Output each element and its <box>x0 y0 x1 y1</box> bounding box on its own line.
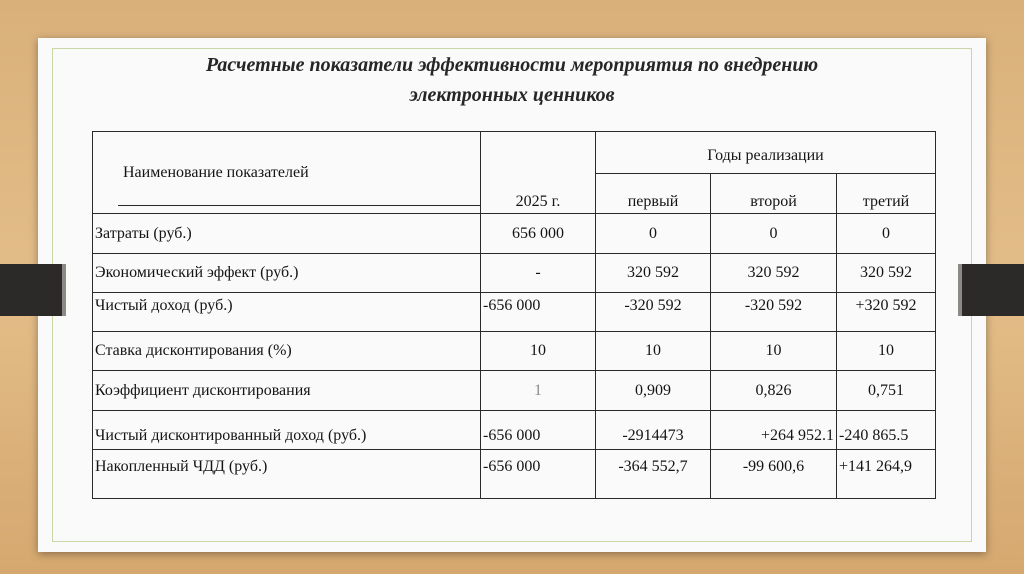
slide-title <box>38 50 986 110</box>
header-col-2025: 2025 г. <box>481 132 596 214</box>
row-label: Затраты (руб.) <box>93 214 481 254</box>
cell: +320 592 <box>837 293 936 332</box>
table-row <box>93 411 936 450</box>
cell: -99 600,6 <box>711 450 837 499</box>
table-row <box>93 293 936 332</box>
header-underline <box>118 205 480 206</box>
table-header-row-1 <box>93 132 936 174</box>
row-label: Чистый доход (руб.) <box>93 293 481 332</box>
table-row <box>93 332 936 371</box>
header-col-third: третий <box>837 174 936 214</box>
cell: +264 952.1 <box>711 411 837 450</box>
header-col-first: первый <box>596 174 711 214</box>
cell: 10 <box>481 332 596 371</box>
cell: 0 <box>596 214 711 254</box>
cell: 10 <box>837 332 936 371</box>
header-col-second: второй <box>711 174 837 214</box>
cell: 320 592 <box>711 254 837 293</box>
cell: 320 592 <box>596 254 711 293</box>
cell: 0,751 <box>837 371 936 411</box>
row-label: Накопленный ЧДД (руб.) <box>93 450 481 499</box>
cell: - <box>481 254 596 293</box>
indicators-table <box>92 131 936 499</box>
table-row <box>93 450 936 499</box>
left-decorative-tab <box>0 264 66 316</box>
cell: 0,826 <box>711 371 837 411</box>
table-row <box>93 214 936 254</box>
cell: 0 <box>837 214 936 254</box>
cell: -656 000 <box>481 450 596 499</box>
cell: -364 552,7 <box>596 450 711 499</box>
cell: -2914473 <box>596 411 711 450</box>
cell: 10 <box>596 332 711 371</box>
cell: 656 000 <box>481 214 596 254</box>
cell: 0,909 <box>596 371 711 411</box>
table-row <box>93 254 936 293</box>
row-label: Экономический эффект (руб.) <box>93 254 481 293</box>
table-row <box>93 371 936 411</box>
right-decorative-tab <box>958 264 1024 316</box>
cell: -320 592 <box>596 293 711 332</box>
cell: 10 <box>711 332 837 371</box>
title-line-2: электронных ценников <box>409 84 615 106</box>
row-label: Чистый дисконтированный доход (руб.) <box>93 411 481 450</box>
cell: -320 592 <box>711 293 837 332</box>
cell: -656 000 <box>481 293 596 332</box>
title-line-1: Расчетные показатели эффективности мероприятия по внедрению <box>205 54 819 76</box>
cell: +141 264,9 <box>837 450 936 499</box>
cell: 1 <box>481 371 596 411</box>
row-label: Коэффициент дисконтирования <box>93 371 481 411</box>
header-years: Годы реализации <box>596 132 936 174</box>
cell: -240 865.5 <box>837 411 936 450</box>
cell: 0 <box>711 214 837 254</box>
cell: 320 592 <box>837 254 936 293</box>
row-label: Ставка дисконтирования (%) <box>93 332 481 371</box>
cell: -656 000 <box>481 411 596 450</box>
header-name: Наименование показателей <box>93 132 481 214</box>
